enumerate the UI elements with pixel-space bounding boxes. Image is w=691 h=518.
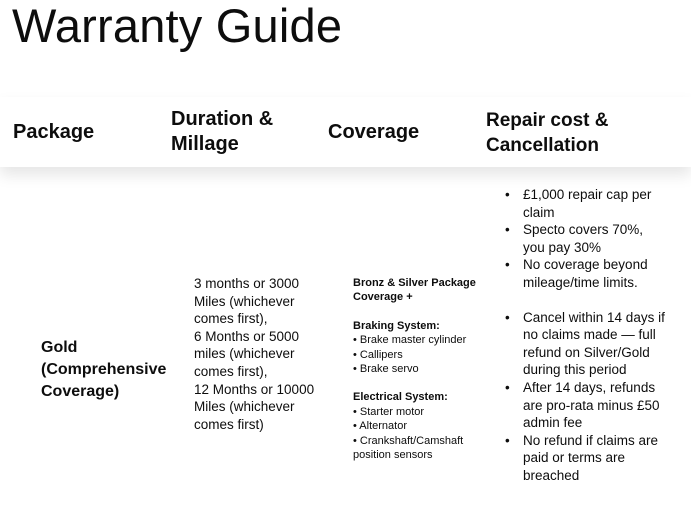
header-package: Package	[13, 120, 95, 143]
coverage-intro: Bronz & Silver Package Coverage +	[353, 277, 476, 304]
duration-line: 3 months or 3000 Miles (whichever comes first),	[194, 276, 300, 327]
electrical-item: • Alternator	[353, 420, 407, 433]
header-coverage: Coverage	[328, 120, 420, 143]
duration-cell	[194, 275, 334, 433]
repair-bullet: • No coverage beyond mileage/time limits.	[505, 256, 665, 291]
page-title: Warranty Guide	[12, 0, 343, 52]
repair-list	[505, 186, 665, 292]
duration-line: 6 Months or 5000 miles (whichever comes first),	[194, 328, 300, 379]
braking-item: • Brake servo	[353, 363, 419, 376]
header-duration: Duration & Millage	[171, 108, 274, 155]
repair-bullet: • Specto covers 70%, you pay 30%	[505, 221, 665, 256]
duration-line: 12 Months or 10000 Miles (whichever comes first)	[194, 381, 315, 432]
electrical-item: • Crankshaft/Camshaft position sensors	[353, 434, 464, 462]
braking-item: • Brake master cylinder	[353, 334, 467, 347]
braking-item: • Callipers	[353, 348, 403, 361]
repair-cell	[505, 186, 665, 485]
electrical-item: • Starter motor	[353, 405, 425, 418]
package-name: Gold (Comprehensive Coverage)	[41, 339, 167, 400]
cancellation-bullet: • Cancel within 14 days if no claims made — full refund on Silver/Gold during this period	[505, 309, 665, 379]
coverage-cell	[353, 276, 488, 462]
repair-bullet: • £1,000 repair cap per claim	[505, 186, 665, 221]
electrical-title: Electrical System:	[353, 391, 448, 404]
braking-title: Braking System:	[353, 319, 440, 332]
cancellation-list	[505, 309, 665, 485]
header-repair: Repair cost & Cancellation	[486, 110, 609, 156]
cancellation-bullet: • No refund if claims are paid or terms are breached	[505, 432, 665, 485]
cancellation-bullet: • After 14 days, refunds are pro-rata minus £50 admin fee	[505, 379, 665, 432]
